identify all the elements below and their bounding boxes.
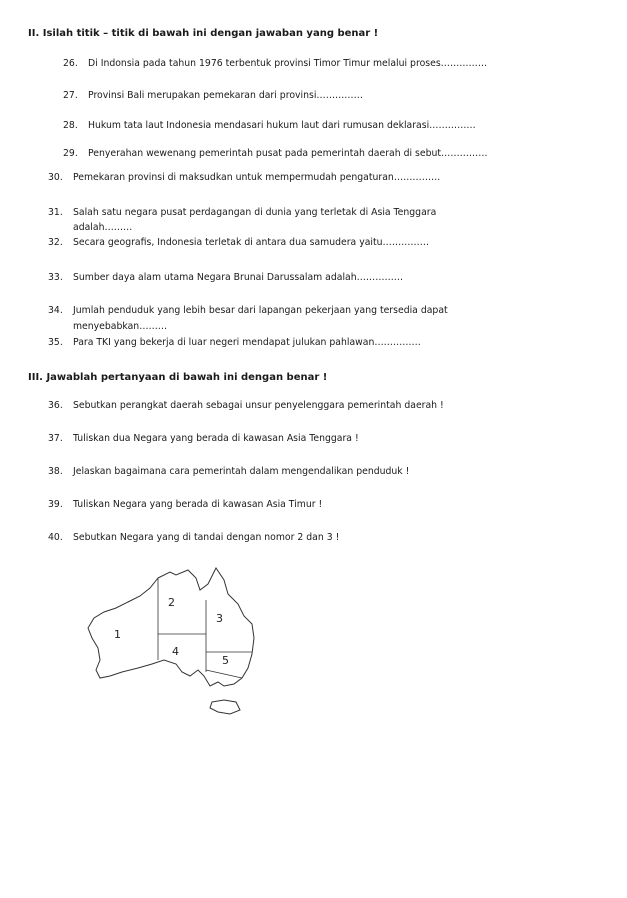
question-32: 32. Secara geografis, Indonesia terletak di antara dua samudera yaitu……………: [48, 237, 430, 248]
section-3-title: III. Jawablah pertanyaan di bawah ini dengan benar !: [28, 372, 328, 383]
map-label-5: 5: [222, 654, 229, 667]
question-29: 29. Penyerahan wewenang pemerintah pusat pada pemerintah daerah di sebut……………: [63, 148, 488, 159]
question-37: 37. Tuliskan dua Negara yang berada di kawasan Asia Tenggara !: [48, 433, 359, 444]
tasmania-outline: [210, 700, 240, 714]
australia-map: [78, 560, 278, 720]
map-label-3: 3: [216, 612, 223, 625]
border-nsw-vic: [206, 670, 242, 678]
question-34-continuation: menyebabkan………: [73, 321, 168, 332]
question-36: 36. Sebutkan perangkat daerah sebagai unsur penyelenggara pemerintah daerah !: [48, 400, 444, 411]
question-31: 31. Salah satu negara pusat perdagangan di dunia yang terletak di Asia Tenggara: [48, 207, 437, 218]
question-39: 39. Tuliskan Negara yang berada di kawasan Asia Timur !: [48, 499, 323, 510]
section-2-title: II. Isilah titik – titik di bawah ini dengan jawaban yang benar !: [28, 28, 379, 39]
question-27: 27. Provinsi Bali merupakan pemekaran dari provinsi……………: [63, 90, 363, 101]
question-26: 26. Di Indonsia pada tahun 1976 terbentuk provinsi Timor Timur melalui proses……………: [63, 58, 488, 69]
question-40: 40. Sebutkan Negara yang di tandai dengan nomor 2 dan 3 !: [48, 532, 340, 543]
question-34: 34. Jumlah penduduk yang lebih besar dari lapangan pekerjaan yang tersedia dapat: [48, 305, 448, 316]
question-31-continuation: adalah………: [73, 222, 133, 233]
map-label-1: 1: [114, 628, 121, 641]
question-33: 33. Sumber daya alam utama Negara Brunai Darussalam adalah……………: [48, 272, 404, 283]
question-28: 28. Hukum tata laut Indonesia mendasari hukum laut dari rumusan deklarasi……………: [63, 120, 476, 131]
map-label-4: 4: [172, 645, 179, 658]
map-label-2: 2: [168, 596, 175, 609]
question-35: 35. Para TKI yang bekerja di luar negeri mendapat julukan pahlawan……………: [48, 337, 421, 348]
question-38: 38. Jelaskan bagaimana cara pemerintah dalam mengendalikan penduduk !: [48, 466, 410, 477]
australia-outline: [88, 568, 254, 686]
question-30: 30. Pemekaran provinsi di maksudkan untuk mempermudah pengaturan……………: [48, 172, 441, 183]
